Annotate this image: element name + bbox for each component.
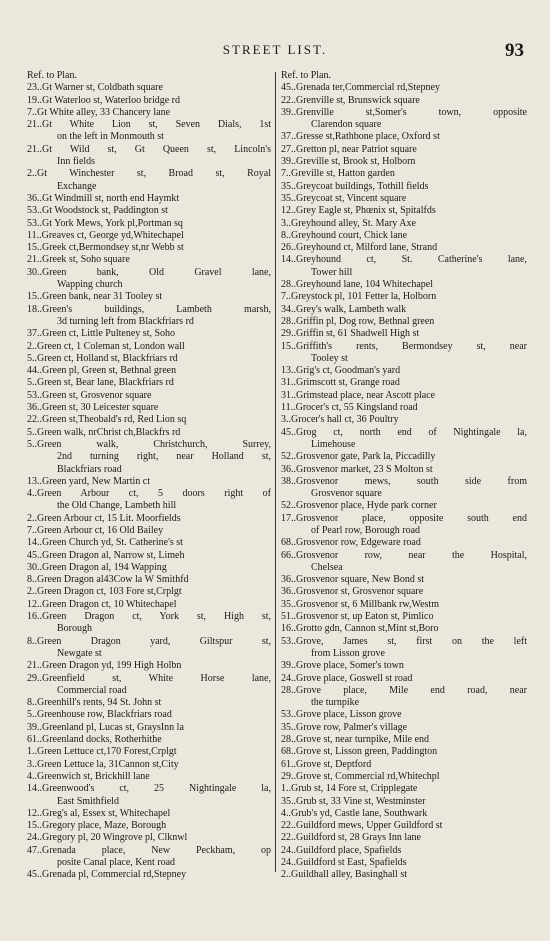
street-entry-line: 68..Grosvenor row, Edgeware road <box>281 537 421 549</box>
street-entry-line: 37..Gresse st,Rathbone place, Oxford st <box>281 131 440 143</box>
street-entry-line: 29..Grove st, Commercial rd,Whitechpl <box>281 770 440 782</box>
street-entry-line: 7..Greville st, Hatton garden <box>281 168 395 180</box>
street-entry-line: 34..Grey's walk, Lambeth walk <box>281 303 407 315</box>
street-entry-line: 17..Grosvenor place, opposite south end <box>281 512 527 524</box>
street-entry-line: 5..Green walk, Christchurch, Surrey, <box>27 438 271 450</box>
street-entry-line: 68..Grove st, Lisson green, Paddington <box>281 746 438 758</box>
street-entry-line: 2..Green Arbour ct, 15 Lit. Moorfields <box>27 512 181 524</box>
street-entry-line: 52..Grosvenor place, Hyde park corner <box>281 500 437 512</box>
street-entry-line: 66..Grosvenor row, near the Hospital, <box>281 549 527 561</box>
street-entry-line: 3d turning left from Blackfriars rd <box>57 315 194 327</box>
street-entry-line: 5..Greenhouse row, Blackfriars road <box>27 709 172 721</box>
street-entry-line: Tooley st <box>311 352 348 364</box>
street-entry-line: Blackfriars road <box>57 463 122 475</box>
street-entry-line: 35..Greycoat buildings, Tothill fields <box>281 180 429 192</box>
street-entry-line: 24..Grove place, Goswell st road <box>281 672 413 684</box>
street-entry-line: 15..Griffith's rents, Bermondsey st, near <box>281 340 527 352</box>
street-entry-line: 30..Green bank, Old Gravel lane, <box>27 266 271 278</box>
street-entry-line: 24..Gregory pl, 20 Wingrove pl, Clknwl <box>27 832 188 844</box>
street-entry-line: 26..Greyhound ct, Milford lane, Strand <box>281 242 438 254</box>
street-entry-line: Inn fields <box>57 156 96 168</box>
street-entry-line: 15..Green bank, near 31 Tooley st <box>27 291 163 303</box>
street-entry-line: 29..Griffin st, 61 Shadwell High st <box>281 328 420 340</box>
street-entry-line: 38..Grosvenor mews, south side from <box>281 475 527 487</box>
street-entry-line: 53..Grove, James st, first on the left <box>281 635 527 647</box>
street-entry-line: 16..Green Dragon ct, York st, High st, <box>27 611 271 623</box>
street-entry-line: Tower hill <box>311 266 353 278</box>
street-entry-line: 5..Green st, Bear lane, Blackfriars rd <box>27 377 174 389</box>
street-entry-line: 13..Grig's ct, Goodman's yard <box>281 365 401 377</box>
street-entry-line: 3..Greyhound alley, St. Mary Axe <box>281 217 416 229</box>
street-entry-line: 45..Grenada ter,Commercial rd,Stepney <box>281 82 440 94</box>
street-entry-line: 53..Gt Woodstock st, Paddington st <box>27 205 168 217</box>
street-entry-line: 2..Green ct, 1 Coleman st, London wall <box>27 340 185 352</box>
street-entry-line: Wapping church <box>57 279 123 291</box>
street-entry-line: 7..Green Arbour ct, 16 Old Bailey <box>27 524 164 536</box>
street-entry-line: 24..Guildford place, Spafields <box>281 844 402 856</box>
street-entry-line: 61..Greenland docks, Rotherhithe <box>27 734 162 746</box>
street-entry-line: 11..Greaves ct, George yd,Whitechapel <box>27 229 184 241</box>
street-entry-line: 21..Gt Wild st, Gt Queen st, Lincoln's <box>27 143 271 155</box>
street-entry-line: 12..Grey Eagle st, Phœnix st, Spitalfds <box>281 205 436 217</box>
street-entry-line: 36..Green st, 30 Leicester square <box>27 402 159 414</box>
street-entry-line: Chelsea <box>311 561 343 573</box>
street-entry-line: 13..Green yard, New Martin ct <box>27 475 151 487</box>
street-entry-line: on the left in Monmouth st <box>57 131 164 143</box>
street-entry-line: 8..Greenhill's rents, 94 St. John st <box>27 697 162 709</box>
street-entry-line: 39..Greenland pl, Lucas st, GraysInn la <box>27 721 184 733</box>
street-entry-line: 22..Green st,Theobald's rd, Red Lion sq <box>27 414 187 426</box>
street-entry-line: 53..Grove place, Lisson grove <box>281 709 402 721</box>
street-entry-line: 39..Grenville st,Somer's town, opposite <box>281 106 527 118</box>
street-entry-line: 45..Grog ct, north end of Nightingale la, <box>281 426 527 438</box>
street-entry-line: Commercial road <box>57 684 127 696</box>
street-entry-line: the Old Change, Lambeth hill <box>57 500 177 512</box>
street-entry-line: 36..Grosvenor square, New Bond st <box>281 574 425 586</box>
street-entry-line: 4..Greenwich st, Brickhill lane <box>27 770 150 782</box>
street-entry-line: 31..Grimscott st, Grange road <box>281 377 400 389</box>
street-entry-line: 36..Grosvenor st, Grosvenor square <box>281 586 424 598</box>
street-entry-line: 23..Gt Warner st, Coldbath square <box>27 82 163 94</box>
street-entry-line: 35..Grub st, 33 Vine st, Westminster <box>281 795 426 807</box>
page-header <box>0 40 550 64</box>
street-entry-line: 21..Greek st, Soho square <box>27 254 130 266</box>
street-entry-line: the turnpike <box>311 697 360 709</box>
street-entry-line: 39..Grove place, Somer's town <box>281 660 404 672</box>
column-heading: Ref. to Plan. <box>27 70 77 81</box>
right-column <box>281 70 527 882</box>
street-entry-line: 4..Grub's yd, Castle lane, Southwark <box>281 807 428 819</box>
street-entry-line: 22..Grenville st, Brunswick square <box>281 94 420 106</box>
street-entry-line: 31..Grimstead place, near Ascott place <box>281 389 436 401</box>
street-entry-line: 53..Green st, Grosvenor square <box>27 389 152 401</box>
street-entry-line: 53..Gt York Mews, York pl,Portman sq <box>27 217 183 229</box>
street-entry-line: 14..Green Church yd, St. Catherine's st <box>27 537 183 549</box>
street-entry-line: 28..Greyhound lane, 104 Whitechapel <box>281 279 433 291</box>
street-entry-line: 35..Grove row, Palmer's village <box>281 721 408 733</box>
street-entry-line: 22..Guildford st, 28 Grays Inn lane <box>281 832 421 844</box>
street-entry-line: 36..Gt Windmill st, north end Haymkt <box>27 192 180 204</box>
street-entry-line: 19..Gt Waterloo st, Waterloo bridge rd <box>27 94 180 106</box>
street-entry-line: 35..Grosvenor st, 6 Millbank rw,Westm <box>281 598 439 610</box>
street-entry-line: 8..Green Dragon yard, Giltspur st, <box>27 635 271 647</box>
street-entry-line: 2nd turning right, near Holland st, <box>57 451 271 463</box>
page-number: 93 <box>505 40 524 61</box>
street-entry-line: 15..Greek ct,Bermondsey st,nr Webb st <box>27 242 184 254</box>
street-entry-line: 29..Greenfield st, White Horse lane, <box>27 672 271 684</box>
street-entry-line: 14..Greenwood's ct, 25 Nightingale la, <box>27 783 271 795</box>
street-entry-line: Borough <box>57 623 92 635</box>
street-entry-line: 4..Green Arbour ct, 5 doors right of <box>27 488 271 500</box>
street-entry-line: 51..Grosvenor st, up Eaton st, Pimlico <box>281 611 434 623</box>
street-entry-line: 11..Grocer's ct, 55 Kingsland road <box>281 402 418 414</box>
street-entry-line: 2..Gt Winchester st, Broad st, Royal <box>27 168 271 180</box>
street-entry-line: 8..Greyhound court, Chick lane <box>281 229 408 241</box>
street-entry-line: 27..Gretton pl, near Patriot square <box>281 143 417 155</box>
street-entry-line: 1..Grub st, 14 Fore st, Cripplegate <box>281 783 418 795</box>
street-entry-line: posite Canal place, Kent road <box>57 857 176 868</box>
street-entry-line: 47..Grenada place, New Peckham, op <box>27 844 271 856</box>
street-entry-line: 8..Green Dragon al43Cow la W Smithfd <box>27 574 189 586</box>
street-entry-line: 7..Gt White alley, 33 Chancery lane <box>27 106 171 118</box>
left-column <box>27 70 271 882</box>
street-entry-line: 36..Grosvenor market, 23 S Molton st <box>281 463 433 475</box>
street-entry-line: 28..Grove place, Mile end road, near <box>281 684 527 696</box>
street-entry-line: 18..Green's buildings, Lambeth marsh, <box>27 303 271 315</box>
street-entry-line: Limehouse <box>311 438 356 450</box>
street-entry-line: 5..Green ct, Holland st, Blackfriars rd <box>27 352 178 364</box>
street-entry-line: Clarendon square <box>311 119 382 131</box>
street-entry-line: 22..Guildford mews, Upper Guildford st <box>281 820 443 832</box>
street-entry-line: 3..Green Lettuce la, 31Cannon st,City <box>27 758 179 770</box>
street-entry-line: 30..Green Dragon al, 194 Wapping <box>27 561 167 573</box>
street-entry-line: 3..Grocer's hall ct, 36 Poultry <box>281 414 399 426</box>
street-entry-line: 5..Green walk, nrChrist ch,Blackfrs rd <box>27 426 181 438</box>
street-entry-line: Exchange <box>57 180 97 192</box>
street-entry-line: of Pearl row, Borough road <box>311 524 421 536</box>
street-entry-line: 28..Grove st, near turnpike, Mile end <box>281 734 430 746</box>
street-entry-line: 12..Greg's al, Essex st, Whitechapel <box>27 807 171 819</box>
running-title: STREET LIST. <box>222 42 328 57</box>
street-entry-line: 28..Griffin pl, Dog row, Bethnal green <box>281 315 435 327</box>
street-entry-line: 45..Green Dragon al, Narrow st, Limeh <box>27 549 185 561</box>
street-entry-line: 44..Green pl, Green st, Bethnal green <box>27 365 177 377</box>
street-entry-line: 37..Green ct, Little Pulteney st, Soho <box>27 328 176 340</box>
street-entry-line: East Smithfield <box>57 795 119 807</box>
column-heading: Ref. to Plan. <box>281 70 331 81</box>
street-entry-line: 16..Grotto gdn, Cannon st,Mint st,Boro <box>281 623 439 635</box>
street-entry-line: 61..Grove st, Deptford <box>281 758 372 770</box>
street-entry-line: 12..Green Dragon ct, 10 Whitechapel <box>27 598 177 610</box>
street-entry-line: Grosvenor square <box>311 488 382 500</box>
street-entry-line: 21..Green Dragon yd, 199 High Holbn <box>27 660 182 672</box>
street-entry-line: 1..Green Lettuce ct,170 Forest,Crplgt <box>27 746 177 758</box>
street-entry-line: 2..Guildhall alley, Basinghall st <box>281 869 408 881</box>
street-entry-line: 7..Greystock pl, 101 Fetter la, Holborn <box>281 291 437 303</box>
street-entry-line: 45..Grenada pl, Commercial rd,Stepney <box>27 869 187 881</box>
street-entry-line: 21..Gt White Lion st, Seven Dials, 1st <box>27 119 271 131</box>
column-divider <box>275 72 276 872</box>
street-entry-line: 52..Grosvenor gate, Park la, Piccadilly <box>281 451 436 463</box>
street-entry-line: from Lisson grove <box>311 647 385 659</box>
street-entry-line: Newgate st <box>57 647 102 659</box>
street-entry-line: 15..Gregory place, Maze, Borough <box>27 820 167 832</box>
street-entry-line: 2..Green Dragon ct, 103 Fore st,Crplgt <box>27 586 182 598</box>
street-entry-line: 14..Greyhound ct, St. Catherine's lane, <box>281 254 527 266</box>
street-entry-line: 24..Guildford st East, Spafields <box>281 857 407 868</box>
street-entry-line: 35..Greycoat st, Vincent square <box>281 192 407 204</box>
street-entry-line: 39..Greville st, Brook st, Holborn <box>281 156 416 168</box>
